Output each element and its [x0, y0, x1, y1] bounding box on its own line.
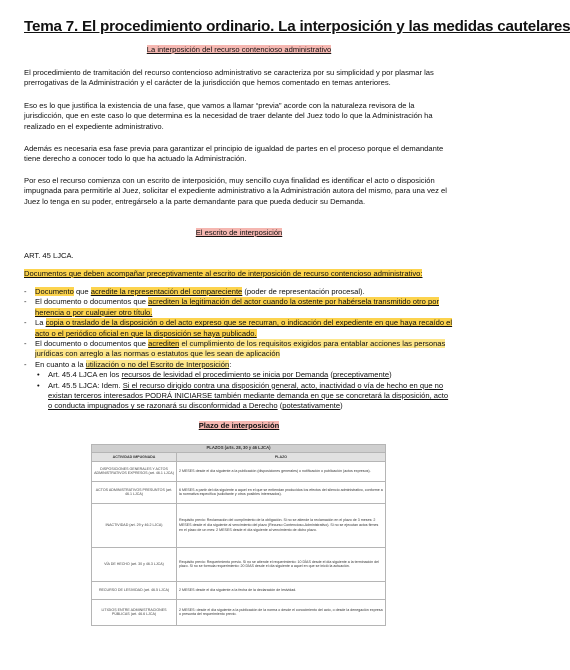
article-reference: ART. 45 LJCA.	[24, 251, 74, 260]
sub-list-item: • Art. 45.5 LJCA: Idem. Si el recurso dirigido contra una disposición general, acto, inactividad o vía de hecho en que no existan terceros interesados PODRÁ INICIARSE también mediante demanda en que se concretará la disposición, acto o conducta impugnados y se razonará su disconformidad a Derecho (potestativamente)	[37, 380, 449, 411]
table-cell-term: Requisito previo: Requerimiento previo. Si no se atiende el requerimiento: 10 DÍAS desde el día siguiente a la terminación del plazo. Si no se formula requerimiento: 20 DÍAS desde el día siguiente a aquel en que se inició la actuación.	[177, 547, 386, 581]
section-heading-text: Plazo de interposición	[198, 421, 280, 430]
plazos-table	[91, 444, 386, 626]
table-header-activity: ACTIVIDAD IMPUGNADA	[92, 453, 177, 461]
sub-list-item: • Art. 45.4 LJCA en los recursos de lesividad el procedimiento se inicia por Demanda (preceptivamente)	[37, 370, 392, 380]
table-cell-term: Requisito previo: Reclamación del cumplimiento de la obligación. Si no se atiende la reclamación en el plazo de 3 meses: 2 MESES desde el día siguiente al vencimiento del plazo (Recurso Contencioso-Administrativo). Si no se ejecutan actos firmes en el plazo de un mes: 2 MESES desde el día siguiente al vencimiento de dicho plazo.	[177, 503, 386, 547]
section-heading-text: La interposición del recurso contencioso administrativo	[146, 45, 332, 54]
table-row	[92, 481, 386, 503]
documents-heading	[24, 269, 454, 279]
table-row	[92, 581, 386, 599]
table-row	[92, 503, 386, 547]
paragraph-1: El procedimiento de tramitación del recurso contencioso administrativo se caracteriza por su simplicidad y por plasmar las prerrogativas de la Administración y el carácter de la jurisdicción que hemos comentado en temas anteriores.	[24, 68, 434, 88]
section-heading-text: El escrito de interposición	[195, 228, 283, 237]
table-cell-activity: LITIGIOS ENTRE ADMINISTRACIONES PÚBLICAS (art. 46.6 LJCA)	[92, 599, 177, 625]
table-cell-activity: DISPOSICIONES GENERALES Y ACTOS ADMINISTRATIVOS EXPRESOS (art. 46.1 LJCA)	[92, 461, 177, 481]
list-item: - El documento o documentos que acrediten el cumplimiento de los requisitos exigidos para entablar acciones las personas jurídicas con arreglo a las normas o estatutos que les sean de aplicación	[24, 339, 446, 359]
list-item: - En cuanto a la utilización o no del Escrito de Interposición:	[24, 359, 232, 369]
paragraph-2: Eso es lo que justifica la existencia de una fase, que vamos a llamar “previa” acorde con la naturaleza revisora de la jurisdicción, que en este caso lo que determina es la necesidad de traer delante del Juez todo lo que la Administración ha realizado en el expediente administrativo.	[24, 101, 433, 131]
section-heading-interposicion	[24, 45, 454, 55]
table-row	[92, 461, 386, 481]
table-cell-activity: VÍA DE HECHO (art. 30 y 46.3 LJCA)	[92, 547, 177, 581]
paragraph-4: Por eso el recurso comienza con un escrito de interposición, muy sencillo cuya finalidad es identificar el acto o disposición impugnada para permitirle al Juez, solicitar el expediente administrativo a la Administración autora del mismo, para una vez el Juez lo tenga en su poder, entregárselo a la parte demandante para que pueda deducir su Demanda.	[24, 176, 447, 206]
list-item: - El documento o documentos que acrediten la legitimación del actor cuando la ostente por habérsela transmitido otro por herencia o por cualquier otro título.	[24, 297, 439, 317]
table-cell-term: 6 MESES a partir del día siguiente a aquel en el que se entiendan producidos los efectos del silencio administrativo, conforme a la normativa específica (solicitante y otros posibles interesados).	[177, 481, 386, 503]
table-title: PLAZOS (arts. 28, 30 y 46 LJCA)	[92, 445, 386, 453]
table-cell-term: 2 MESES desde el día siguiente a la fecha de la declaración de lesividad.	[177, 581, 386, 599]
table-cell-activity: INACTIVIDAD (art. 29 y 46.2 LJCA)	[92, 503, 177, 547]
document-title: Tema 7. El procedimiento ordinario. La interposición y las medidas cautelares	[24, 18, 570, 35]
table-row	[92, 547, 386, 581]
documents-list	[24, 287, 454, 412]
documents-heading-text: Documentos que deben acompañar preceptivamente al escrito de interposición de recurso contencioso administrativo:	[24, 269, 423, 278]
table-cell-activity: ACTOS ADMINISTRATIVOS PRESUNTOS (art. 46.1 LJCA)	[92, 481, 177, 503]
section-heading-plazo	[24, 421, 454, 431]
section-heading-escrito	[24, 228, 454, 238]
list-item: - Documento que acredite la representación del compareciente (poder de representación procesal).	[24, 287, 365, 296]
table-header-term: PLAZO	[177, 453, 386, 461]
table-cell-term: 2 MESES: desde el día siguiente a la publicación de la norma o desde el conocimiento del acto, o desde la denegación expresa o presunta del requerimiento previo.	[177, 599, 386, 625]
table-cell-activity: RECURSO DE LESIVIDAD (art. 46.5 LJCA)	[92, 581, 177, 599]
table-cell-term: 2 MESES desde el día siguiente a la publicación (disposiciones generales) o notificación o publicación (actos expresos).	[177, 461, 386, 481]
table-row	[92, 599, 386, 625]
paragraph-3: Además es necesaria esa fase previa para garantizar el principio de igualdad de partes en el proceso porque el demandante tiene derecho a conocer todo lo que ha actuado la Administración.	[24, 144, 444, 164]
list-item: - La copia o traslado de la disposición o del acto expreso que se recurran, o indicación del expediente en que haya recaído el acto o el periódico oficial en que la disposición se haya publicado.	[24, 318, 453, 338]
